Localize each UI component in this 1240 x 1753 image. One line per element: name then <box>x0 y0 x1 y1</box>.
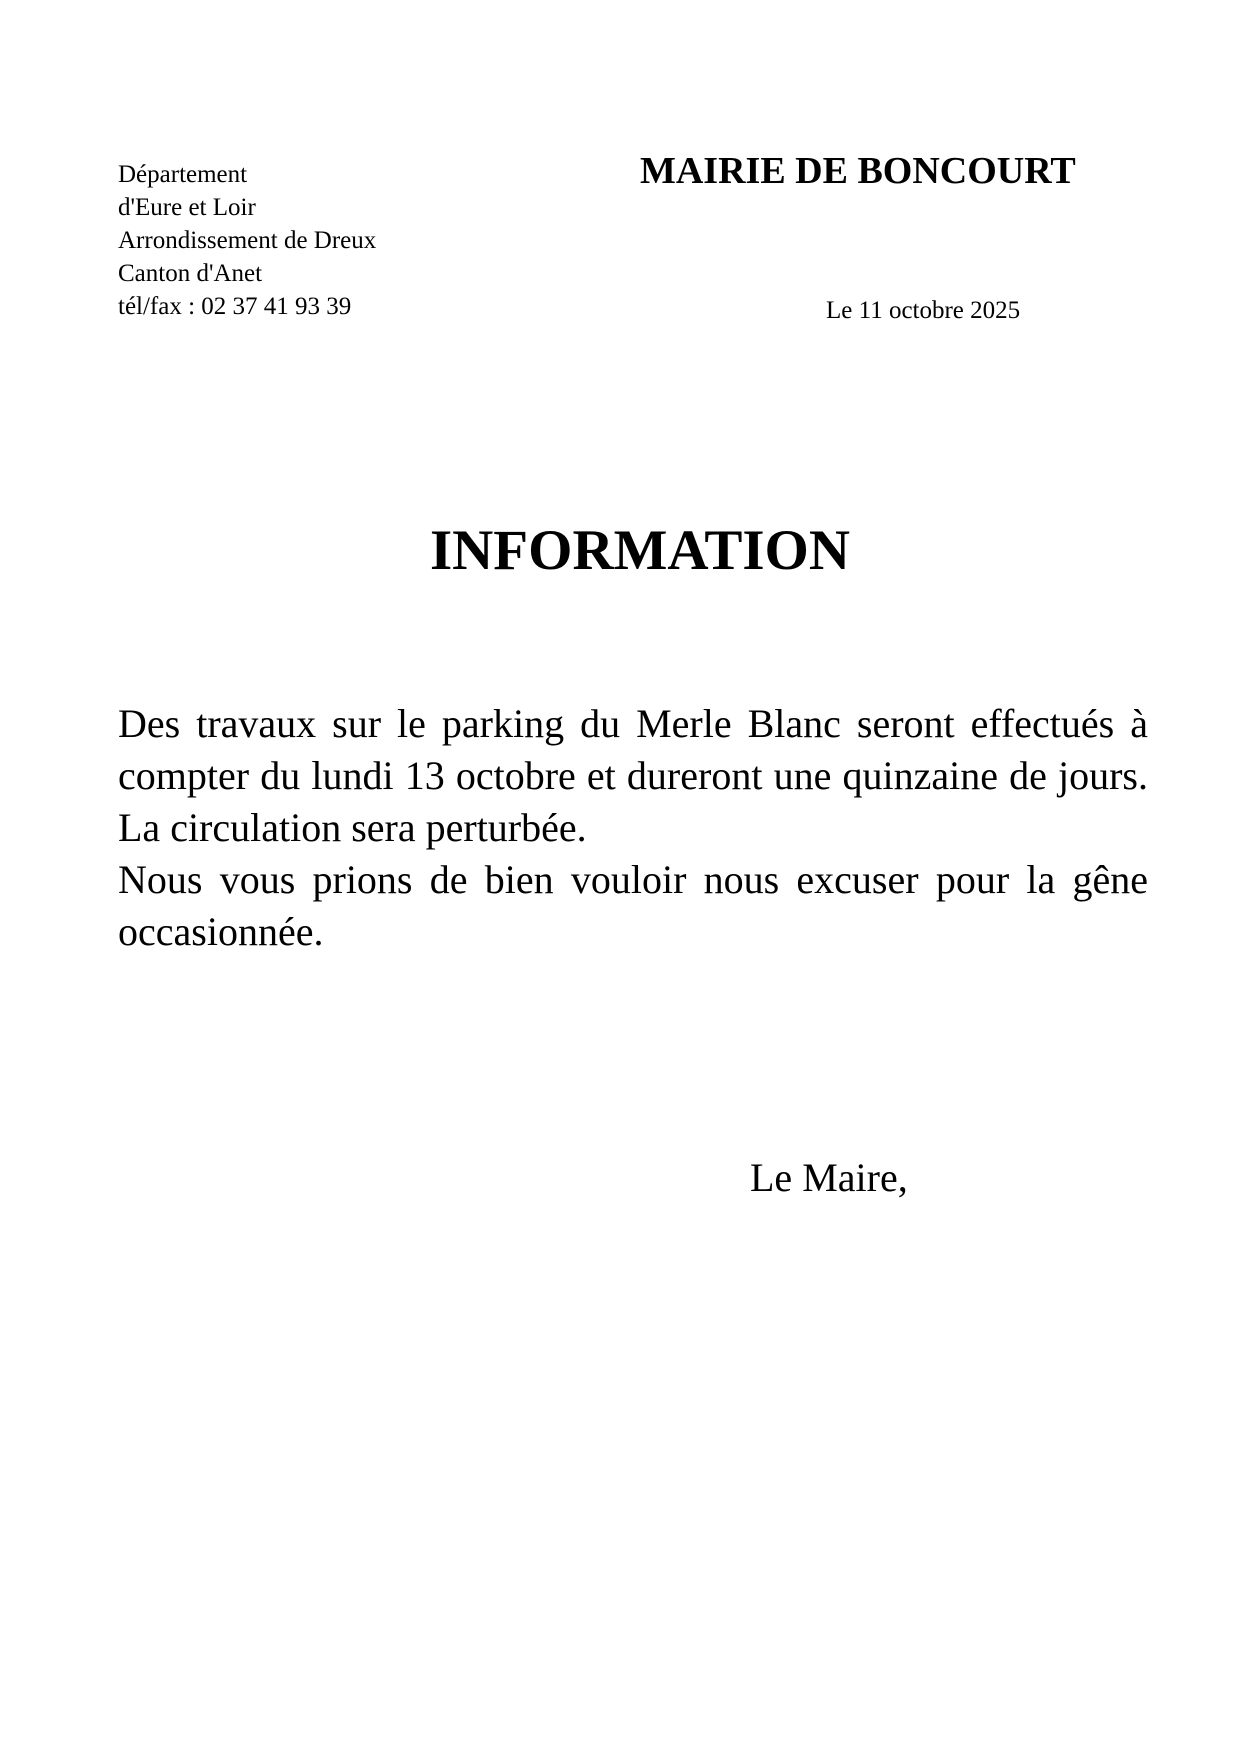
sender-address-block <box>118 158 538 323</box>
notice-paragraph-works: Des travaux sur le parking du Merle Blanc seront effectués à compter du lundi 13 octobre et dureront une quinzaine de jours. La circulation sera perturbée. <box>118 701 1148 850</box>
signature: Le Maire, <box>750 1155 908 1200</box>
sender-arrondissement: Arrondissement de Dreux <box>118 227 377 254</box>
document-date: Le 11 octobre 2025 <box>826 297 1021 324</box>
sender-canton: Canton d'Anet <box>118 260 263 287</box>
notice-paragraph-apology: Nous vous prions de bien vouloir nous excuser pour la gêne occasionnée. <box>118 857 1148 954</box>
sender-region: d'Eure et Loir <box>118 194 256 221</box>
document-title: INFORMATION <box>429 519 851 582</box>
sender-phone-fax: tél/fax : 02 37 41 93 39 <box>118 293 352 320</box>
notice-body <box>118 698 1148 958</box>
organization-name: MAIRIE DE BONCOURT <box>640 150 1076 192</box>
sender-department: Département <box>118 161 248 188</box>
